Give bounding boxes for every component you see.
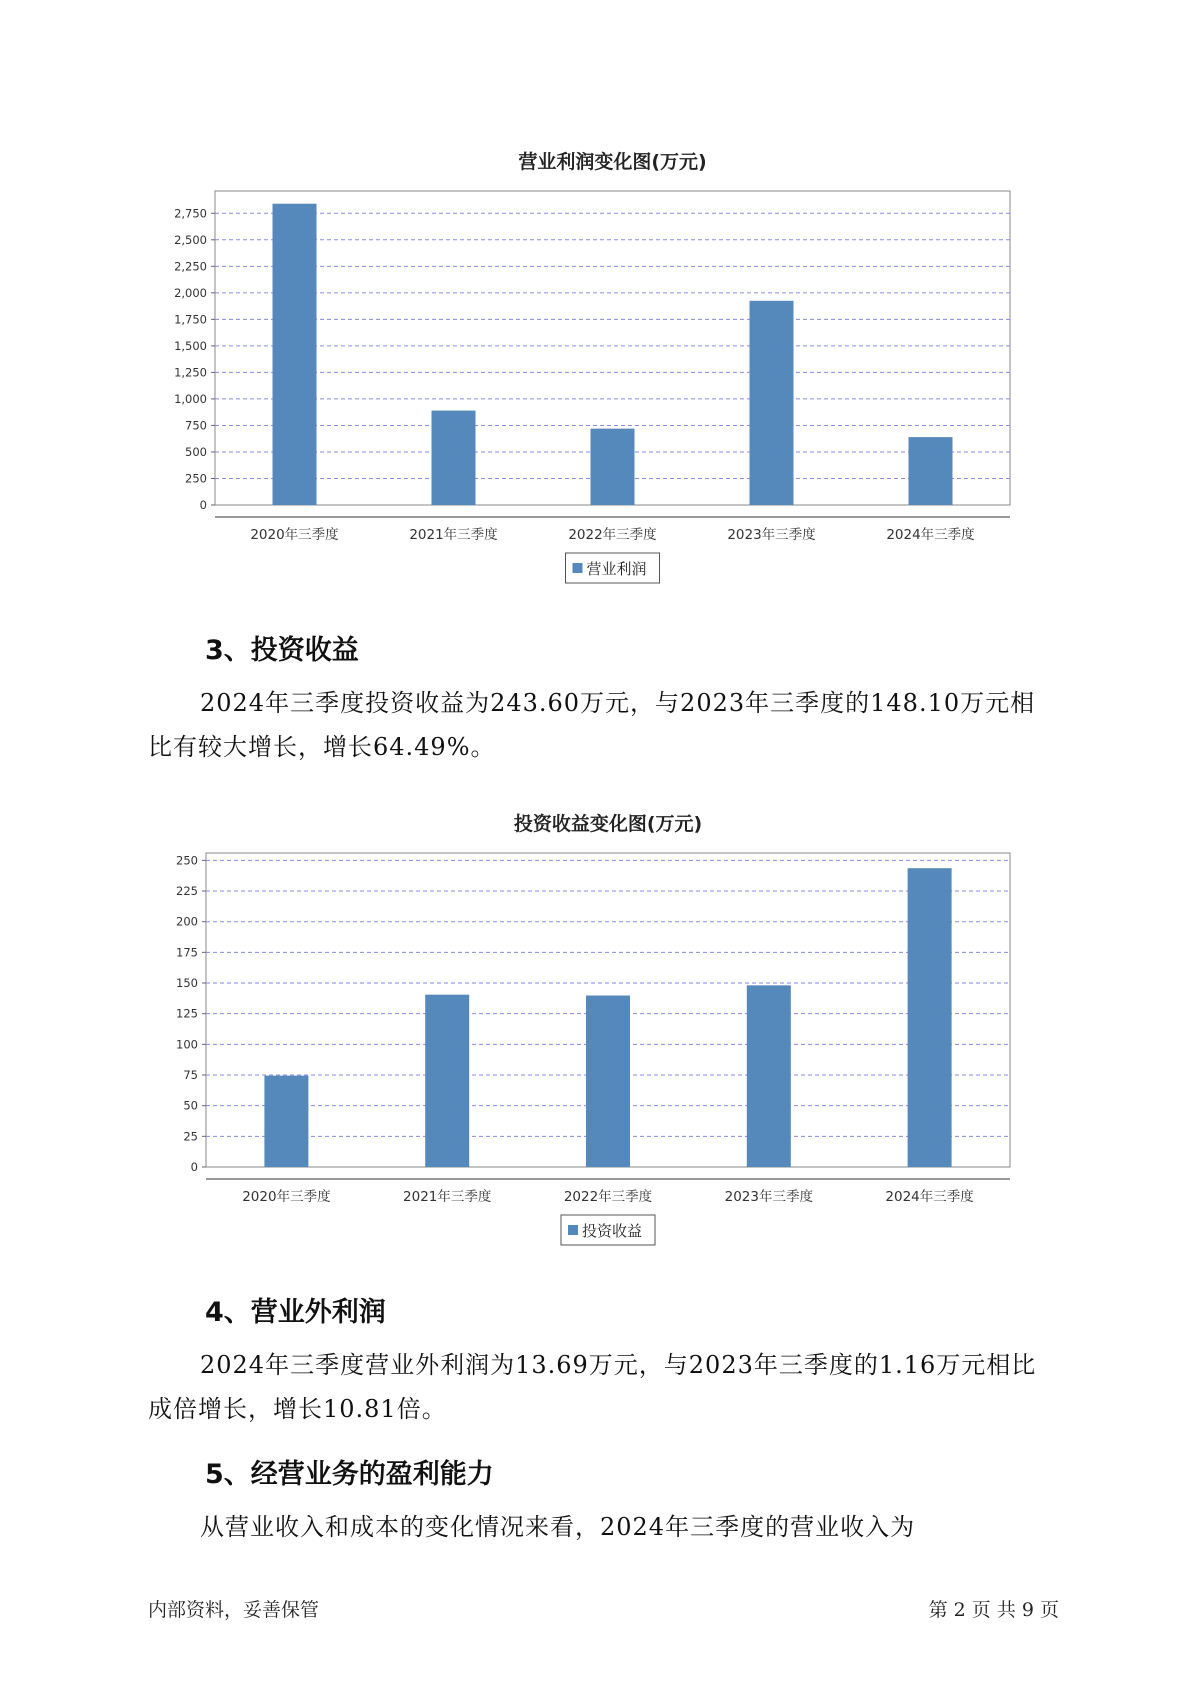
y-tick-label: 225 <box>176 884 198 899</box>
bar-1 <box>273 204 317 505</box>
y-tick-label: 2,500 <box>174 232 207 247</box>
x-category-label: 2023年三季度 <box>724 1189 813 1205</box>
investment-income-chart <box>0 792 1191 1262</box>
investment-income-paragraph: 2024年三季度投资收益为243.60万元，与2023年三季度的148.10万元相比有较大增长，增长64.49%。 <box>148 689 1036 761</box>
y-tick-label: 125 <box>176 1006 198 1021</box>
x-category-label: 2022年三季度 <box>563 1189 653 1205</box>
x-category-label: 2024年三季度 <box>885 1189 974 1205</box>
x-category-label: 2020年三季度 <box>250 527 339 543</box>
y-tick-label: 1,000 <box>174 391 207 406</box>
operating-profit-chart-svg <box>0 130 1191 600</box>
y-tick-label: 150 <box>176 976 198 991</box>
y-tick-label: 2,250 <box>174 259 207 274</box>
x-category-label: 2022年三季度 <box>568 527 657 543</box>
bar-4 <box>750 301 794 505</box>
investment-income-chart-svg <box>0 792 1191 1262</box>
bar-2 <box>425 995 469 1167</box>
operating-profit-chart <box>0 130 1191 600</box>
y-tick-label: 0 <box>199 498 207 512</box>
bar-4 <box>747 985 791 1167</box>
x-category-label: 2021年三季度 <box>409 527 498 543</box>
y-tick-label: 0 <box>190 1160 198 1174</box>
y-tick-label: 500 <box>185 444 207 459</box>
chart-title: 投资收益变化图(万元) <box>513 813 703 835</box>
legend-swatch <box>573 563 583 573</box>
x-category-label: 2020年三季度 <box>242 1189 331 1205</box>
x-category-label: 2024年三季度 <box>886 527 975 543</box>
x-category-label: 2021年三季度 <box>403 1189 492 1205</box>
y-tick-label: 250 <box>176 853 198 868</box>
y-tick-label: 25 <box>183 1129 198 1144</box>
y-tick-label: 200 <box>176 914 198 929</box>
section-heading-profitability: 5、经营业务的盈利能力 <box>205 1459 494 1490</box>
y-tick-label: 2,750 <box>174 206 207 221</box>
non-operating-profit-paragraph: 2024年三季度营业外利润为13.69万元，与2023年三季度的1.16万元相比成倍增长，增长10.81倍。 <box>148 1351 1037 1423</box>
bar-3 <box>586 996 630 1167</box>
bar-3 <box>591 429 635 505</box>
legend <box>561 1215 655 1245</box>
section-heading-investment-income: 3、投资收益 <box>205 635 359 666</box>
section-heading-non-operating-profit: 4、营业外利润 <box>205 1297 386 1328</box>
y-tick-label: 75 <box>183 1068 198 1083</box>
y-tick-label: 250 <box>185 471 207 486</box>
y-tick-label: 1,750 <box>174 312 207 327</box>
y-tick-label: 1,500 <box>174 338 207 353</box>
x-category-label: 2023年三季度 <box>727 527 816 543</box>
bar-2 <box>432 411 476 505</box>
legend-label: 投资收益 <box>582 1222 643 1240</box>
legend-label: 营业利润 <box>586 560 647 578</box>
y-tick-label: 100 <box>176 1037 198 1052</box>
legend <box>566 553 660 583</box>
bar-5 <box>908 868 952 1167</box>
profitability-paragraph: 从营业收入和成本的变化情况来看，2024年三季度的营业收入为 <box>200 1513 916 1541</box>
legend-swatch <box>568 1225 578 1235</box>
footer-page-number: 第 2 页 共 9 页 <box>928 1599 1059 1621</box>
bar-1 <box>264 1076 308 1167</box>
y-tick-label: 50 <box>183 1098 198 1113</box>
y-tick-label: 2,000 <box>174 285 207 300</box>
chart-title: 营业利润变化图(万元) <box>518 151 707 173</box>
y-tick-label: 175 <box>176 945 198 960</box>
y-tick-label: 1,250 <box>174 365 207 380</box>
footer-confidential-note: 内部资料，妥善保管 <box>148 1599 320 1621</box>
bar-5 <box>909 437 953 505</box>
y-tick-label: 750 <box>185 418 207 433</box>
